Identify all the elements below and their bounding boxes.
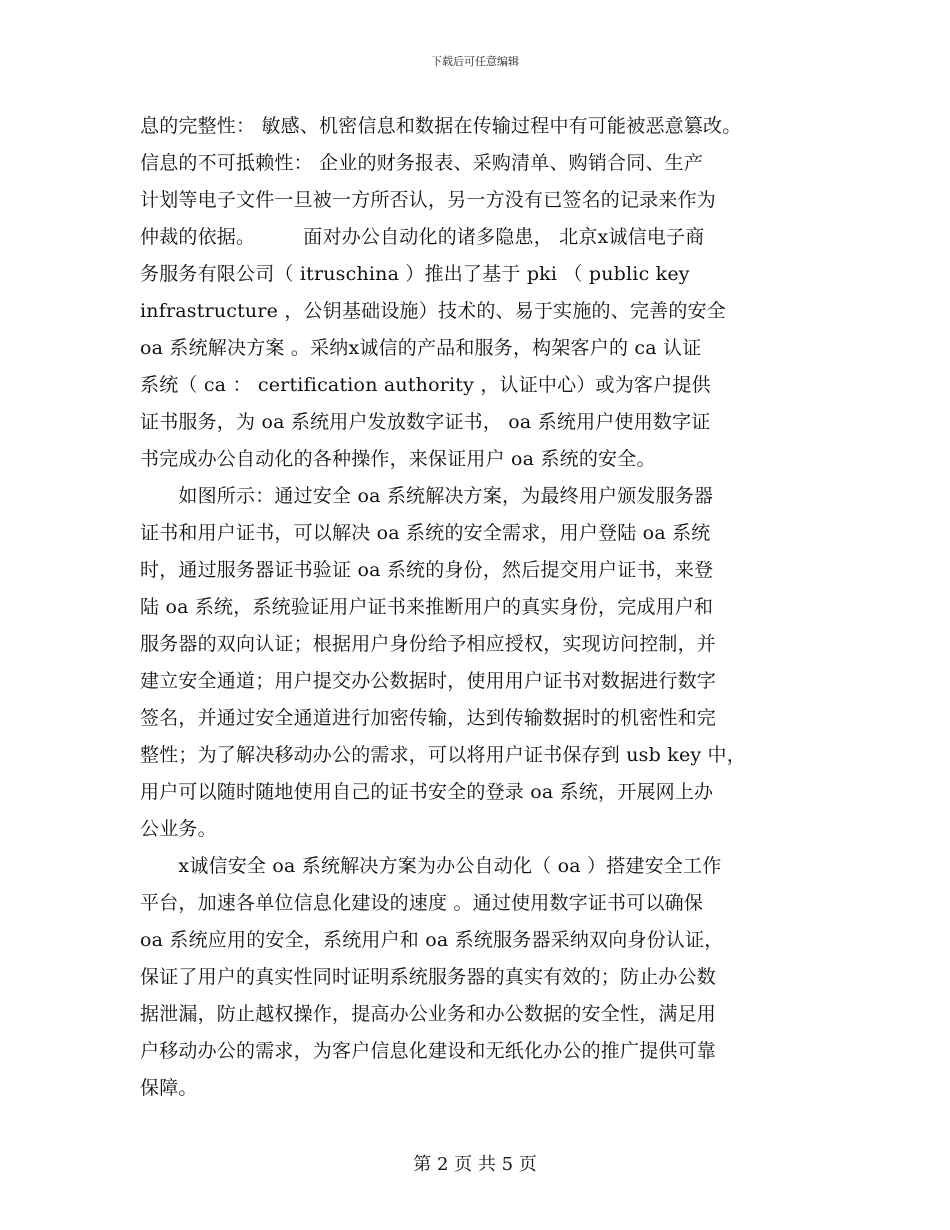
text-line: 保证了用户的真实性同时证明系统服务器的真实有效的；防止办公数 (140, 966, 717, 988)
text-line: 建立安全通道；用户提交办公数据时，使用用户证书对数据进行数字 (140, 670, 717, 692)
document-body (140, 108, 830, 1107)
text-line: 证书服务，为 oa 系统用户发放数字证书， oa 系统用户使用数字证 (140, 411, 711, 433)
text-line: 用户可以随时随地使用自己的证书安全的登录 oa 系统，开展网上办 (140, 781, 714, 803)
page-number: 第 2 页 共 5 页 (413, 1154, 537, 1175)
text-line: 息的完整性： 敏感、机密信息和数据在传输过程中有可能被恶意篡改。 (140, 115, 742, 137)
text-line: 据泄漏，防止越权操作，提高办公业务和办公数据的安全性，满足用 (140, 1003, 717, 1025)
text-line: 信息的不可抵赖性： 企业的财务报表、采购清单、购销合同、生产 (140, 152, 704, 174)
text-line: 系统（ ca ： certification authority ，认证中心）或为客户提供 (140, 374, 711, 396)
text-line: x诚信安全 oa 系统解决方案为办公自动化（ oa ）搭建安全工作 (140, 855, 722, 877)
text-line: 签名，并通过安全通道进行加密传输，达到传输数据时的机密性和完 (140, 707, 717, 729)
text-line: 书完成办公自动化的各种操作，来保证用户 oa 系统的安全。 (140, 448, 656, 470)
text-line: 证书和用户证书，可以解决 oa 系统的安全需求，用户登陆 oa 系统 (140, 522, 711, 544)
text-line: 服务器的双向认证；根据用户身份给予相应授权，实现访问控制，并 (140, 633, 717, 655)
text-line: 如图所示：通过安全 oa 系统解决方案，为最终用户颁发服务器 (140, 485, 714, 507)
text-line: oa 系统解决方案 。采纳x诚信的产品和服务，构架客户的 ca 认证 (140, 337, 702, 359)
text-line: 平台，加速各单位信息化建设的速度 。通过使用数字证书可以确保 (140, 892, 704, 914)
text-line: 务服务有限公司（ itruschina ）推出了基于 pki （ public key (140, 263, 690, 285)
text-line: infrastructure ，公钥基础设施）技术的、易于实施的、完善的安全 (140, 300, 726, 322)
text-line: 计划等电子文件一旦被一方所否认，另一方没有已签名的记录来作为 (140, 189, 717, 211)
text-line: oa 系统应用的安全，系统用户和 oa 系统服务器采纳双向身份认证， (140, 929, 724, 951)
text-line: 时，通过服务器证书验证 oa 系统的身份，然后提交用户证书，来登 (140, 559, 714, 581)
text-line: 整性；为了解决移动办公的需求，可以将用户证书保存到 usb key 中， (140, 744, 746, 766)
text-line: 公业务。 (140, 818, 217, 840)
text-line: 户移动办公的需求，为客户信息化建设和无纸化办公的推广提供可靠 (140, 1040, 717, 1062)
text-line: 保障。 (140, 1077, 198, 1099)
text-line: 陆 oa 系统，系统验证用户证书来推断用户的真实身份，完成用户和 (140, 596, 714, 618)
text-line: 仲裁的依据。 面对办公自动化的诸多隐患， 北京x诚信电子商 (140, 226, 705, 248)
page-header: 下载后可任意编辑 (431, 55, 519, 68)
